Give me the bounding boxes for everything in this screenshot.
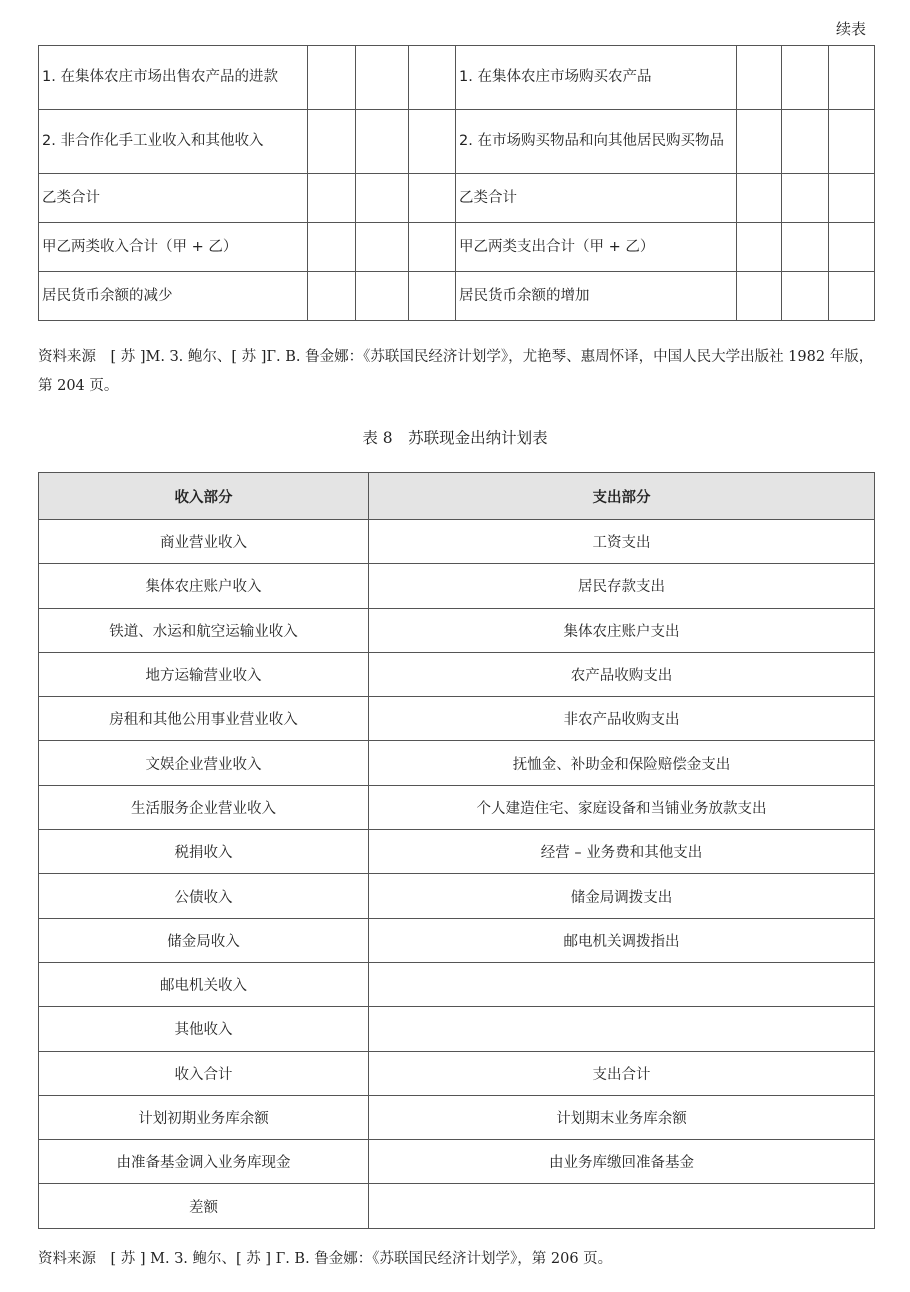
expense-item: 2. 在市场购买物品和向其他居民购买物品: [456, 110, 737, 174]
expense-item: 计划期末业务库余额: [369, 1095, 875, 1139]
table-row: [39, 830, 875, 874]
income-item: 收入合计: [39, 1051, 369, 1095]
income-item: 差额: [39, 1184, 369, 1228]
empty-cell: [356, 223, 409, 272]
continued-label: 续表: [835, 20, 866, 38]
empty-cell: [829, 272, 875, 321]
empty-cell: [356, 46, 409, 110]
table-row: [39, 1095, 875, 1139]
income-header: 收入部分: [39, 473, 369, 520]
income-item: 文娱企业营业收入: [39, 741, 369, 785]
empty-cell: [409, 110, 456, 174]
empty-cell: [356, 272, 409, 321]
expense-item: 1. 在集体农庄市场购买农产品: [456, 46, 737, 110]
income-item: 税捐收入: [39, 830, 369, 874]
income-item: 其他收入: [39, 1007, 369, 1051]
expense-item: 乙类合计: [456, 174, 737, 223]
income-item: 房租和其他公用事业营业收入: [39, 697, 369, 741]
expense-item: 居民存款支出: [369, 564, 875, 608]
income-item: 居民货币余额的减少: [39, 272, 308, 321]
income-item: 由准备基金调入业务库现金: [39, 1140, 369, 1184]
empty-cell: [782, 223, 829, 272]
empty-cell: [782, 174, 829, 223]
expense-item: [369, 962, 875, 1006]
table-row: [39, 110, 875, 174]
empty-cell: [356, 174, 409, 223]
expense-item: 居民货币余额的增加: [456, 272, 737, 321]
empty-cell: [409, 272, 456, 321]
expense-item: 抚恤金、补助金和保险赔偿金支出: [369, 741, 875, 785]
income-item: 地方运输营业收入: [39, 652, 369, 696]
empty-cell: [308, 174, 356, 223]
income-item: 生活服务企业营业收入: [39, 785, 369, 829]
expense-item: 农产品收购支出: [369, 652, 875, 696]
table-header-row: [39, 473, 875, 520]
income-item: 铁道、水运和航空运输业收入: [39, 608, 369, 652]
income-item: 公债收入: [39, 874, 369, 918]
expense-item: [369, 1184, 875, 1228]
table-caption: 表 8 苏联现金出纳计划表: [362, 429, 548, 447]
empty-cell: [737, 46, 782, 110]
household-balance-table-continued: [38, 45, 875, 321]
empty-cell: [409, 174, 456, 223]
empty-cell: [308, 110, 356, 174]
table-row: [39, 1051, 875, 1095]
expense-item: [369, 1007, 875, 1051]
table-row: [39, 520, 875, 564]
income-item: 集体农庄账户收入: [39, 564, 369, 608]
income-item: 储金局收入: [39, 918, 369, 962]
table-row: [39, 874, 875, 918]
empty-cell: [308, 272, 356, 321]
expense-item: 个人建造住宅、家庭设备和当铺业务放款支出: [369, 785, 875, 829]
expense-item: 工资支出: [369, 520, 875, 564]
table-row: [39, 608, 875, 652]
empty-cell: [737, 110, 782, 174]
empty-cell: [737, 272, 782, 321]
expense-item: 甲乙两类支出合计（甲 + 乙）: [456, 223, 737, 272]
empty-cell: [782, 272, 829, 321]
income-item: 商业营业收入: [39, 520, 369, 564]
empty-cell: [409, 46, 456, 110]
source-note: 资料来源 [ 苏 ] M. З. 鲍尔、[ 苏 ] Г. В. 鲁金娜：《苏联国民经济计划学》，第 206 页。: [38, 1251, 613, 1267]
empty-cell: [782, 46, 829, 110]
table-row: [39, 1140, 875, 1184]
empty-cell: [829, 174, 875, 223]
expense-item: 由业务库缴回准备基金: [369, 1140, 875, 1184]
table-row: [39, 223, 875, 272]
empty-cell: [782, 110, 829, 174]
expense-item: 支出合计: [369, 1051, 875, 1095]
empty-cell: [737, 174, 782, 223]
table-row: [39, 46, 875, 110]
income-item: 1. 在集体农庄市场出售农产品的进款: [39, 46, 308, 110]
table-row: [39, 564, 875, 608]
expense-item: 集体农庄账户支出: [369, 608, 875, 652]
expense-item: 非农产品收购支出: [369, 697, 875, 741]
income-item: 2. 非合作化手工业收入和其他收入: [39, 110, 308, 174]
empty-cell: [308, 223, 356, 272]
income-item: 计划初期业务库余额: [39, 1095, 369, 1139]
source-note: 资料来源 [ 苏 ]M. З. 鲍尔、[ 苏 ]Г. В. 鲁金娜：《苏联国民经济计划学》，尤艳琴、惠周怀译，中国人民大学出版社 1982 年版，第 204 页。: [38, 349, 874, 394]
cash-plan-table: [38, 472, 875, 1229]
expense-item: 储金局调拨支出: [369, 874, 875, 918]
empty-cell: [409, 223, 456, 272]
table-row: [39, 272, 875, 321]
empty-cell: [737, 223, 782, 272]
table-row: [39, 652, 875, 696]
table-row: [39, 785, 875, 829]
table-row: [39, 697, 875, 741]
expense-item: 邮电机关调拨指出: [369, 918, 875, 962]
table-row: [39, 962, 875, 1006]
table-row: [39, 1007, 875, 1051]
income-item: 邮电机关收入: [39, 962, 369, 1006]
income-item: 乙类合计: [39, 174, 308, 223]
table-row: [39, 918, 875, 962]
empty-cell: [829, 46, 875, 110]
table-row: [39, 741, 875, 785]
expense-item: 经营 – 业务费和其他支出: [369, 830, 875, 874]
empty-cell: [356, 110, 409, 174]
income-item: 甲乙两类收入合计（甲 + 乙）: [39, 223, 308, 272]
empty-cell: [829, 110, 875, 174]
empty-cell: [829, 223, 875, 272]
empty-cell: [308, 46, 356, 110]
table-row: [39, 1184, 875, 1228]
expense-header: 支出部分: [369, 473, 875, 520]
table-row: [39, 174, 875, 223]
